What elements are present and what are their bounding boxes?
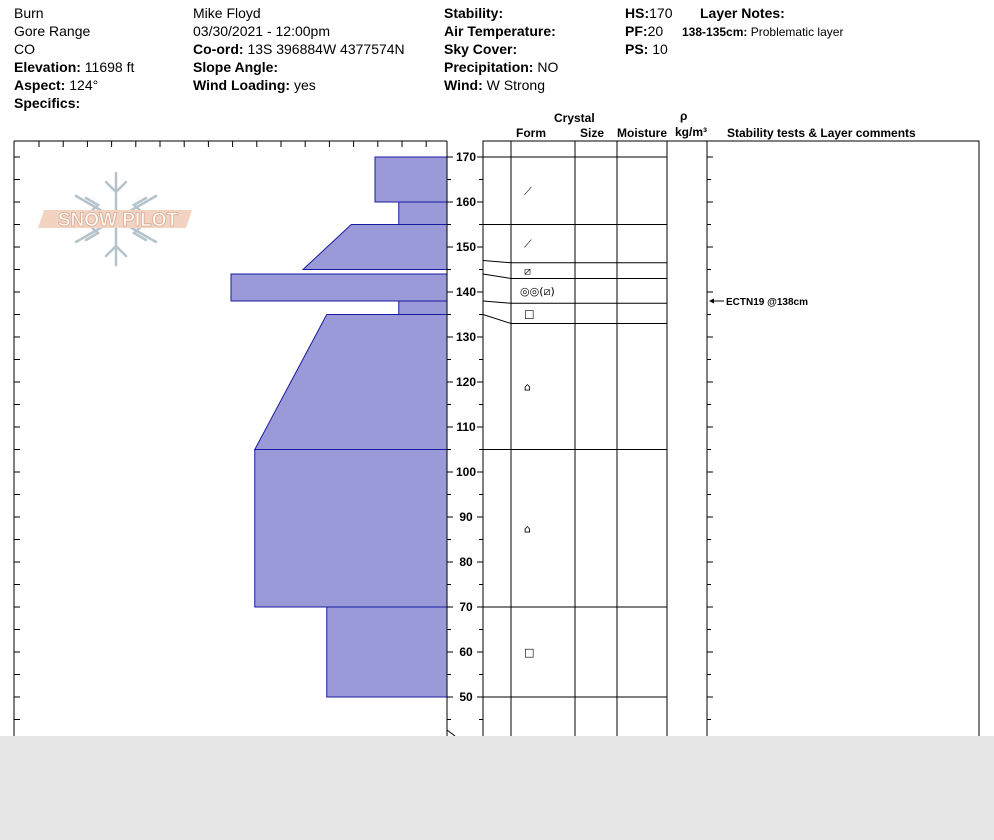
wind-loading-label: Wind Loading:	[193, 77, 291, 93]
wind-label: Wind:	[444, 77, 483, 93]
y-tick-label: 140	[455, 285, 477, 299]
layer-note-range: 138-135cm:	[682, 25, 748, 39]
y-tick-label: 100	[455, 465, 477, 479]
y-tick-label: 90	[459, 510, 473, 524]
hardness-bar	[375, 157, 447, 202]
density-unit: kg/m³	[675, 125, 708, 139]
stability-comments-header: Stability tests & Layer comments	[727, 126, 916, 140]
state: CO	[14, 41, 35, 57]
axis-corner	[447, 730, 455, 736]
specifics-label: Specifics:	[14, 95, 81, 111]
snow-pilot-logo	[38, 173, 192, 265]
air-temperature-label: Air Temperature:	[444, 23, 556, 39]
y-tick-label: 70	[459, 600, 473, 614]
hardness-bar	[399, 202, 447, 225]
wind-loading-value: yes	[293, 77, 316, 93]
precipitation-label: Precipitation:	[444, 59, 534, 75]
stability-test-marker	[709, 297, 808, 308]
grain-form-symbol: □	[524, 646, 535, 659]
hardness-bar	[303, 225, 447, 270]
aspect-value: 124°	[69, 77, 99, 93]
grain-form-symbol: ⟋	[524, 184, 532, 198]
layer-notes-label: Layer Notes:	[700, 5, 785, 21]
y-tick-label: 170	[455, 150, 477, 164]
pf-value: 20	[647, 23, 664, 39]
slope-angle-label: Slope Angle:	[193, 59, 279, 75]
mountain-range: Gore Range	[14, 23, 91, 39]
grain-form-symbol: ⌂	[524, 522, 531, 536]
moisture-header: Moisture	[617, 126, 668, 140]
hardness-bar	[327, 607, 447, 697]
elevation-value: 11698 ft	[84, 59, 135, 75]
y-tick-label: 110	[456, 420, 476, 434]
hardness-bar	[399, 301, 447, 315]
observer: Mike Floyd	[193, 5, 261, 21]
height-axis	[447, 150, 713, 720]
grain-form-symbol: ◎◎(⧄)	[520, 284, 555, 298]
layer-table-frame	[483, 141, 979, 736]
y-tick-label: 160	[455, 195, 477, 209]
y-tick-label: 120	[455, 375, 477, 389]
hs-label: HS:	[625, 5, 650, 21]
grain-form-symbol: □	[524, 307, 535, 321]
y-tick-label: 50	[459, 690, 473, 704]
location-name: Burn	[14, 5, 44, 21]
ps-value: 10	[652, 41, 668, 57]
sky-cover-label: Sky Cover:	[444, 41, 518, 57]
hardness-bar	[231, 274, 447, 301]
coord-label: Co-ord:	[193, 41, 244, 57]
aspect-label: Aspect:	[14, 77, 66, 93]
wind-value: W Strong	[486, 77, 545, 93]
pf-label: PF:	[625, 23, 648, 39]
logo-text: SNOW PILOT	[57, 210, 179, 231]
hardness-bar	[255, 450, 447, 608]
y-tick-label: 80	[459, 555, 473, 569]
arrow-head-icon	[709, 299, 714, 304]
y-tick-label: 60	[459, 645, 473, 659]
hs-value: 170	[649, 5, 673, 21]
grain-form-symbol: ⧄	[524, 264, 531, 278]
grain-form-symbol: ⌂	[524, 380, 531, 394]
density-symbol: ρ	[680, 109, 688, 123]
ps-label: PS:	[625, 41, 649, 57]
elevation-label: Elevation:	[14, 59, 81, 75]
y-tick-label: 150	[455, 240, 477, 254]
hardness-profile	[231, 157, 447, 697]
hardness-bar	[255, 315, 447, 450]
form-header: Form	[516, 126, 546, 140]
stability-test-label: ECTN19 @138cm	[726, 297, 809, 308]
precipitation-value: NO	[537, 59, 559, 75]
layer-note-text: Problematic layer	[750, 25, 844, 39]
grain-form-symbol: ⟋	[524, 237, 532, 251]
observation-datetime: 03/30/2021 - 12:00pm	[193, 23, 330, 39]
size-header: Size	[580, 126, 605, 140]
y-tick-label: 130	[455, 330, 477, 344]
stability-label: Stability:	[444, 5, 504, 21]
crystal-header: Crystal	[554, 111, 595, 125]
coord-value: 13S 396884W 4377574N	[247, 41, 405, 57]
